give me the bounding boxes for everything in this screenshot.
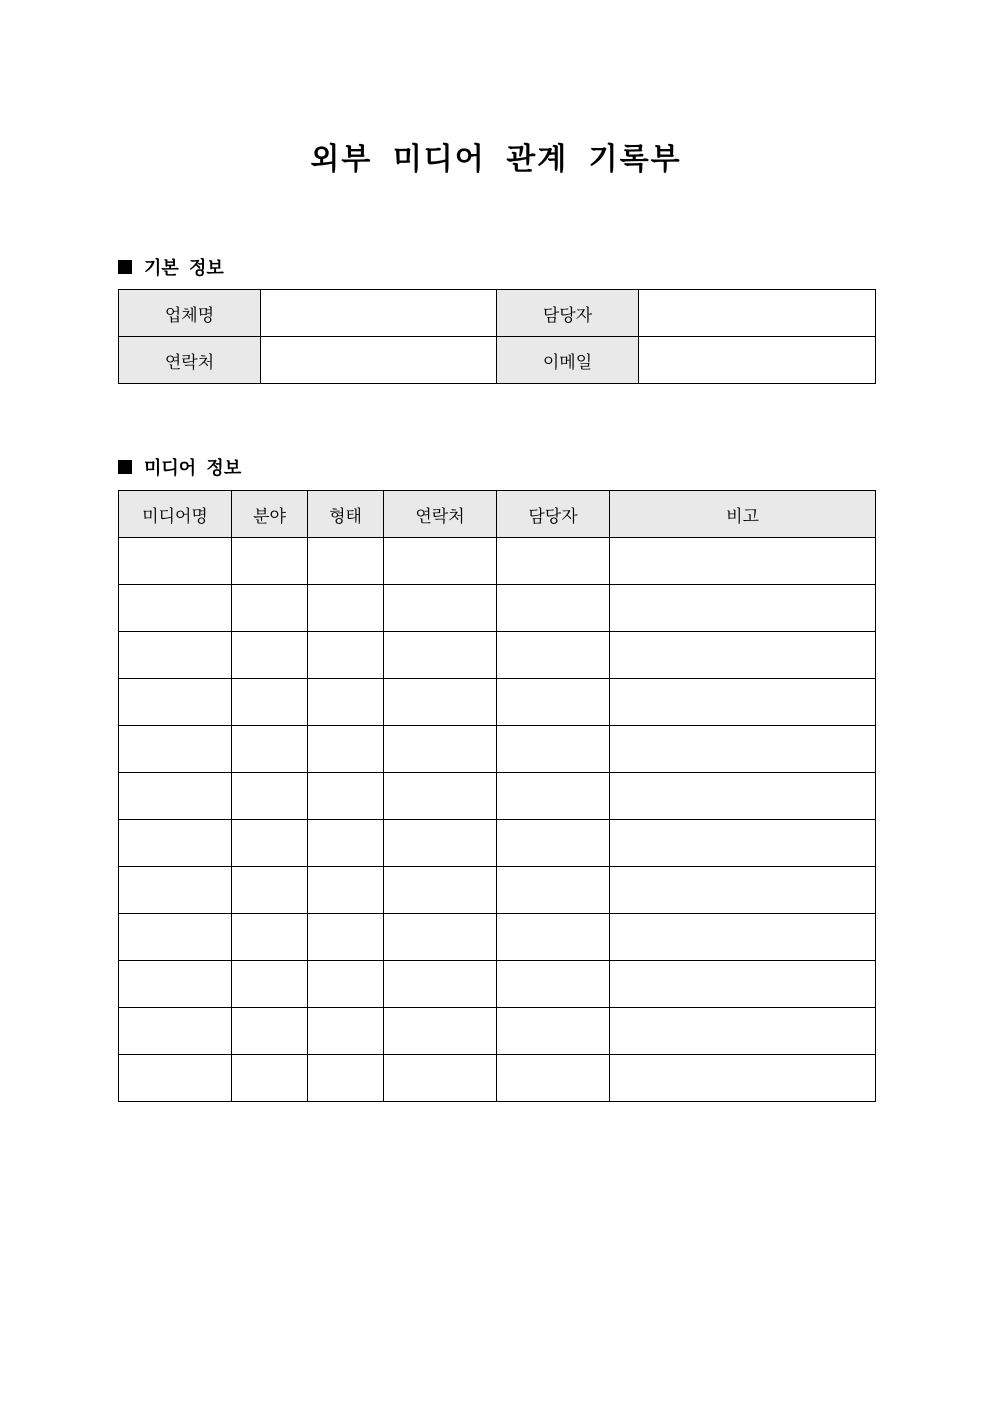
media-name-cell[interactable] [119, 585, 232, 632]
notes-cell[interactable] [610, 1008, 876, 1055]
contact-cell[interactable] [384, 585, 497, 632]
table-row [119, 1008, 876, 1055]
field-cell[interactable] [232, 773, 308, 820]
person-cell[interactable] [497, 914, 610, 961]
notes-cell[interactable] [610, 914, 876, 961]
contact-cell[interactable] [384, 820, 497, 867]
contact-cell[interactable] [384, 538, 497, 585]
table-header-row [119, 491, 876, 538]
table-row [119, 726, 876, 773]
field-cell[interactable] [232, 1008, 308, 1055]
media-info-table [118, 490, 876, 1102]
type-cell[interactable] [308, 914, 384, 961]
person-cell[interactable] [497, 961, 610, 1008]
field-cell[interactable] [232, 914, 308, 961]
person-cell[interactable] [497, 632, 610, 679]
notes-cell[interactable] [610, 961, 876, 1008]
contact-cell[interactable] [384, 1055, 497, 1102]
type-cell[interactable] [308, 726, 384, 773]
column-header-type: 형태 [308, 491, 384, 538]
column-header-person: 담당자 [497, 491, 610, 538]
person-cell[interactable] [497, 679, 610, 726]
notes-cell[interactable] [610, 538, 876, 585]
field-cell[interactable] [232, 679, 308, 726]
label-contact-person: 담당자 [497, 290, 639, 337]
person-cell[interactable] [497, 726, 610, 773]
table-row [119, 337, 876, 384]
type-cell[interactable] [308, 679, 384, 726]
media-name-cell[interactable] [119, 632, 232, 679]
media-name-cell[interactable] [119, 1055, 232, 1102]
field-cell[interactable] [232, 632, 308, 679]
notes-cell[interactable] [610, 820, 876, 867]
notes-cell[interactable] [610, 679, 876, 726]
table-row [119, 538, 876, 585]
square-bullet-icon [118, 260, 132, 274]
contact-cell[interactable] [384, 632, 497, 679]
field-cell[interactable] [232, 726, 308, 773]
person-cell[interactable] [497, 820, 610, 867]
media-name-cell[interactable] [119, 538, 232, 585]
person-cell[interactable] [497, 867, 610, 914]
company-name-field[interactable] [261, 290, 497, 337]
notes-cell[interactable] [610, 1055, 876, 1102]
field-cell[interactable] [232, 585, 308, 632]
field-cell[interactable] [232, 538, 308, 585]
person-cell[interactable] [497, 585, 610, 632]
contact-cell[interactable] [384, 914, 497, 961]
type-cell[interactable] [308, 1008, 384, 1055]
media-name-cell[interactable] [119, 1008, 232, 1055]
email-field[interactable] [639, 337, 876, 384]
media-name-cell[interactable] [119, 961, 232, 1008]
table-row [119, 914, 876, 961]
media-name-cell[interactable] [119, 867, 232, 914]
column-header-notes: 비고 [610, 491, 876, 538]
phone-field[interactable] [261, 337, 497, 384]
contact-cell[interactable] [384, 1008, 497, 1055]
column-header-contact: 연락처 [384, 491, 497, 538]
person-cell[interactable] [497, 773, 610, 820]
type-cell[interactable] [308, 961, 384, 1008]
field-cell[interactable] [232, 820, 308, 867]
label-email: 이메일 [497, 337, 639, 384]
notes-cell[interactable] [610, 867, 876, 914]
column-header-media-name: 미디어명 [119, 491, 232, 538]
person-cell[interactable] [497, 1055, 610, 1102]
table-row [119, 632, 876, 679]
contact-cell[interactable] [384, 679, 497, 726]
media-name-cell[interactable] [119, 914, 232, 961]
media-name-cell[interactable] [119, 773, 232, 820]
table-row [119, 679, 876, 726]
notes-cell[interactable] [610, 726, 876, 773]
person-cell[interactable] [497, 538, 610, 585]
media-name-cell[interactable] [119, 726, 232, 773]
table-row [119, 961, 876, 1008]
contact-person-field[interactable] [639, 290, 876, 337]
type-cell[interactable] [308, 1055, 384, 1102]
field-cell[interactable] [232, 961, 308, 1008]
field-cell[interactable] [232, 1055, 308, 1102]
type-cell[interactable] [308, 867, 384, 914]
type-cell[interactable] [308, 773, 384, 820]
section-heading-label: 미디어 정보 [144, 458, 242, 479]
label-company-name: 업체명 [119, 290, 261, 337]
column-header-field: 분야 [232, 491, 308, 538]
type-cell[interactable] [308, 632, 384, 679]
table-row [119, 585, 876, 632]
contact-cell[interactable] [384, 726, 497, 773]
table-row [119, 290, 876, 337]
contact-cell[interactable] [384, 961, 497, 1008]
section-heading-media-info [118, 454, 241, 480]
contact-cell[interactable] [384, 773, 497, 820]
type-cell[interactable] [308, 820, 384, 867]
person-cell[interactable] [497, 1008, 610, 1055]
table-row [119, 1055, 876, 1102]
field-cell[interactable] [232, 867, 308, 914]
basic-info-table [118, 289, 876, 384]
section-heading-basic-info [118, 254, 224, 280]
notes-cell[interactable] [610, 585, 876, 632]
table-row [119, 867, 876, 914]
document-title: 외부 미디어 관계 기록부 [310, 142, 682, 177]
section-heading-label: 기본 정보 [144, 258, 224, 279]
type-cell[interactable] [308, 538, 384, 585]
table-row [119, 773, 876, 820]
media-name-cell[interactable] [119, 679, 232, 726]
square-bullet-icon [118, 460, 132, 474]
notes-cell[interactable] [610, 773, 876, 820]
contact-cell[interactable] [384, 867, 497, 914]
media-name-cell[interactable] [119, 820, 232, 867]
label-phone: 연락처 [119, 337, 261, 384]
notes-cell[interactable] [610, 632, 876, 679]
table-row [119, 820, 876, 867]
type-cell[interactable] [308, 585, 384, 632]
